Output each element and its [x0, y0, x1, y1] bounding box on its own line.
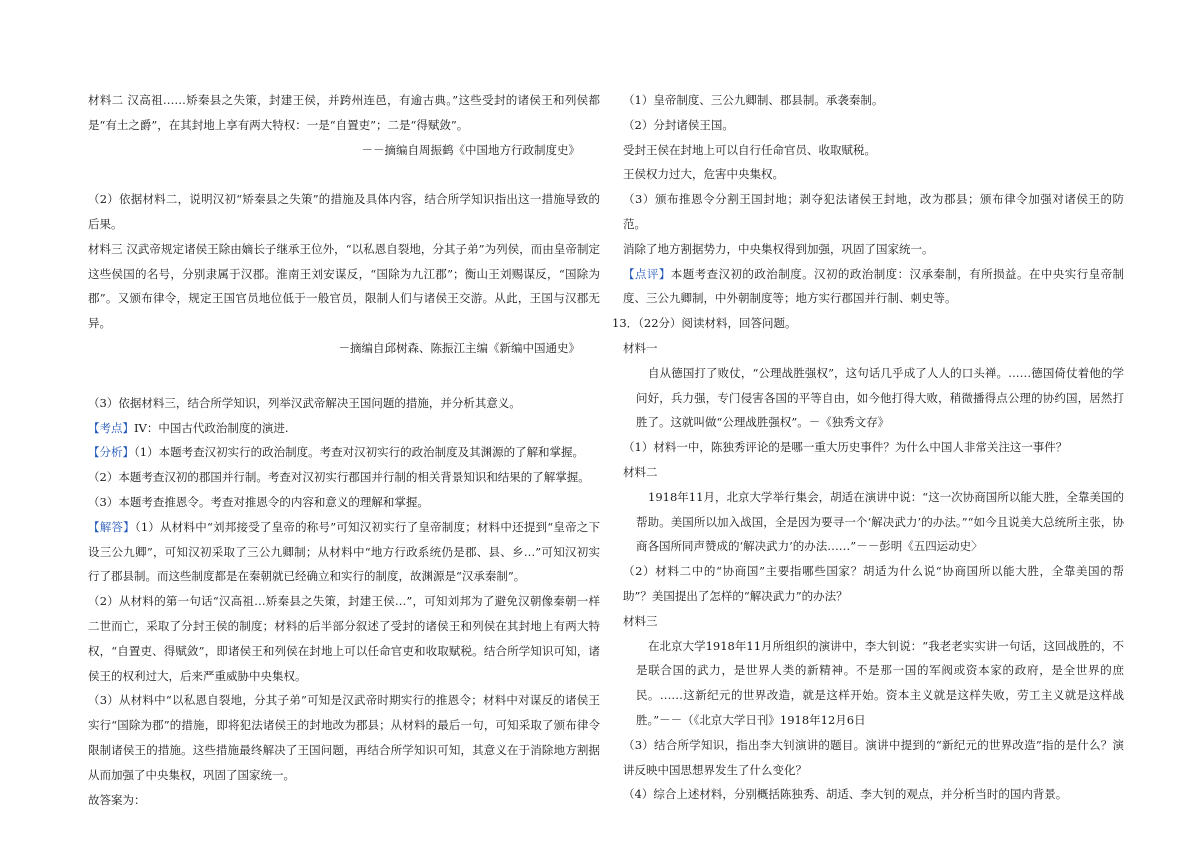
answer-2-detail: 受封王侯在封地上可以自行任命官员、收取赋税。 [623, 142, 876, 157]
q13-question-3: （3）结合所学知识，指出李大钊演讲的题目。演讲中提到的“新纪元的世界改造”指的是什么？演讲反映中国思想界发生了什么变化？ [623, 737, 1124, 777]
material-3-text: 材料三 汉武帝规定诸侯王除由嫡长子继承王位外，“以私恩自裂地，分其子弟”为列侯，而由皇帝制定这些侯国的名号，分别隶属于汉郡。淮南王刘安谋反，“国除为九江郡”；衡山王刘赐谋反，“国除为郡”。又颁布律令，规定王国官员地位低于一般官员，限制人们与诸侯王交游。从此，王国与汉郡无异。 [88, 241, 600, 331]
jieda-line-3: （3）从材料中“以私恩自裂地，分其子弟”可知是汉武帝时期实行的推恩令；材料中对谋反的诸侯王实行“国除为郡”的措施，即将犯法诸侯王的封地改为郡县；从材料的最后一句，可知采取了颁布律令限制诸侯王的措施。这些措施最终解决了王国问题，再结合所学知识可知，其意义在于消除地方割据从而加强了中央集权，巩固了国家统一。 [88, 693, 600, 782]
dianping-tag: 【点评】 [623, 266, 671, 281]
left-column [88, 88, 600, 812]
material-3-source: －摘编自邱树森、陈振江主编《新编中国通史》 [338, 340, 580, 355]
right-column [612, 88, 1124, 807]
answer-2: （2）分封诸侯王国。 [623, 117, 734, 132]
dianping-section [612, 262, 1124, 312]
jieda-line-1: （1）从材料中“刘邦接受了皇帝的称号”可知汉初实行了皇帝制度；材料中还提到“皇帝之下设三公九卿”，可知汉初采取了三公九卿制；从材料中“地方行政系统仍是郡、县、乡…”可知汉初实行了郡县制。而这些制度都是在秦朝就已经确立和实行的制度，故渊源是“汉承秦制”。 [88, 519, 601, 584]
kaodian-tag: 【考点】 [88, 420, 134, 435]
question-3: （3）依据材料三，结合所学知识，列举汉武帝解决王国问题的措施，并分析其意义。 [88, 395, 521, 410]
answer-label: 故答案为： [88, 792, 146, 807]
spacer [88, 361, 600, 391]
q13-material-1-text: 自从德国打了败仗，“公理战胜强权”，这句话几乎成了人人的口头禅。……德国倚仗着他的学问好，兵力强，专门侵害各国的平等自由，如今他打得大败，稍微播得点公理的协约国，居然打胜了。这就叫做“公理战胜强权”。－《独秀文存》 [636, 365, 1124, 430]
kaodian-section [88, 416, 600, 441]
jieda-tag: 【解答】 [88, 519, 135, 534]
q13-question-2: （2）材料二中的“协商国”主要指哪些国家？胡适为什么说“协商国所以能大胜，全靠美国的帮助”？美国提出了怎样的“解决武力”的办法？ [623, 564, 1124, 603]
dianping-text: 本题考查汉初的政治制度。汉初的政治制度：汉承秦制，有所损益。在中央实行皇帝制度、三公九卿制，中外朝制度等；地方实行郡国并行制、刺史等。 [623, 266, 1125, 306]
fenxi-line-1: （1）本题考查汉初实行的政治制度。考查对汉初实行的政治制度及其渊源的了解和掌握。 [134, 445, 585, 460]
question-2: （2）依据材料二，说明汉初“矫秦县之失策”的措施及具体内容，结合所学知识指出这一措施导致的后果。 [88, 192, 600, 231]
q13-material-2-text: 1918年11月，北京大学举行集会，胡适在演讲中说：“这一次协商国所以能大胜，全靠美国的帮助。美国所以加入战国，全是因为要寻一个‘解决武力’的办法。”“如今且说美大总统所主张，协商各国所同声赞成的‘解决武力’的办法……”－－彭明《五四运动史〉 [636, 489, 1124, 554]
q13-material-2-title: 材料二 [623, 464, 658, 479]
answer-3-significance: 消除了地方割据势力，中央集权得到加强，巩固了国家统一。 [623, 241, 934, 256]
question-13-title: 13．（22分）阅读材料，回答问题。 [612, 316, 797, 331]
q13-material-1-title: 材料一 [623, 340, 658, 355]
jieda-line-2: （2）从材料的第一句话“汉高祖…矫秦县之失策，封建王侯…”，可知刘邦为了避免汉朝像秦朝一样二世而亡，采取了分封王侯的制度；材料的后半部分叙述了受封的诸侯王和列侯在其封地上有两大特权，“自置吏、得赋敛”，即诸侯王和列侯在封地上可以任命官吏和收取赋税。结合所学知识可知，诸侯王的权利过大，后来严重威胁中央集权。 [88, 594, 600, 683]
material-2-text: 材料二 汉高祖……矫秦县之失策，封建王侯，并跨州连邑，有逾古典。”这些受封的诸侯王和列侯都是“有土之爵”，在其封地上享有两大特权：一是“自置吏”；二是“得赋敛”。 [88, 93, 600, 132]
q13-question-4: （4）综合上述材料，分别概括陈独秀、胡适、李大钊的观点，并分析当时的国内背景。 [623, 787, 1068, 802]
q13-material-3-title: 材料三 [623, 613, 658, 628]
fenxi-line-3: （3）本题考查推恩令。考查对推恩令的内容和意义的理解和掌握。 [88, 494, 429, 509]
jieda-section [88, 515, 600, 589]
kaodian-text: IV：中国古代政治制度的演进. [134, 420, 289, 435]
material-2-source: －－摘编自周振鹤《中国地方行政制度史》 [361, 142, 580, 157]
answer-2-consequence: 王侯权力过大，危害中央集权。 [623, 167, 784, 182]
answer-1: （1）皇帝制度、三公九卿制、郡县制。承袭秦制。 [623, 93, 884, 107]
fenxi-line-2: （2）本题考查汉初的郡国并行制。考查对汉初实行郡国并行制的相关背景知识和结果的了解掌握。 [88, 470, 590, 485]
fenxi-section [88, 440, 600, 465]
fenxi-tag: 【分析】 [88, 445, 134, 460]
answer-3: （3）颁布推恩令分割王国封地；剥夺犯法诸侯王封地，改为郡县；颁布律令加强对诸侯王的防范。 [623, 192, 1124, 231]
q13-question-1: （1）材料一中，陈独秀评论的是哪一重大历史事件？为什么中国人非常关注这一事件？ [623, 440, 1068, 455]
q13-material-3-text: 在北京大学1918年11月所组织的演讲中，李大钊说：“我老老实实讲一句话，这回战胜的，不是联合国的武力，是世界人类的新精神。不是那一国的军阀或资本家的政府，是全世界的庶民。……这新纪元的世界改造，就是这样开始。资本主义就是这样失败，劳工主义就是这样战胜。”－－（《北京大学日刊》1918年12月6日 [636, 638, 1124, 727]
spacer [88, 162, 600, 187]
